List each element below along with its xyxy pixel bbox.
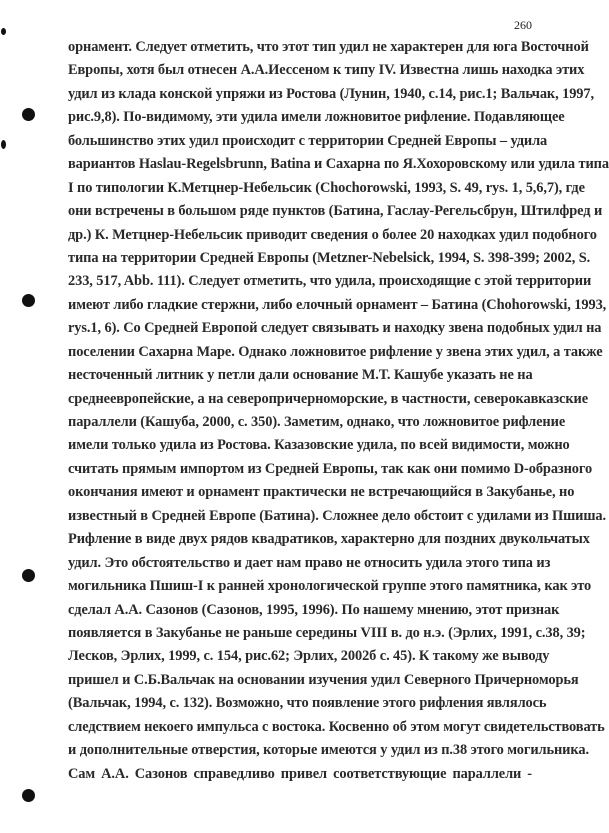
text-line: несточенный литник у петли дали основание М.Т. Кашубе указать не на bbox=[68, 367, 533, 384]
text-line: имеют либо гладкие стержни, либо елочный орнамент – Батина (Chohorowski, 1993, bbox=[68, 296, 607, 313]
text-line: имели только удила из Ростова. Казазовские удила, по всей видимости, можно bbox=[68, 437, 570, 454]
text-line: (Вальчак, 1994, с. 132). Возможно, что появление этого рифления являлось bbox=[68, 695, 547, 712]
text-line: они встречены в большом ряде пунктов (Батина, Гаслау-Регельсбрун, Штилфред и bbox=[68, 203, 603, 220]
text-line: rys.1, 6). Со Средней Европой следует связывать и находку звена подобных удил на bbox=[68, 320, 602, 337]
text-line: 233, 517, Abb. 111). Следует отметить, что удила, происходящие с этой территории bbox=[68, 273, 592, 290]
text-line: следствием некоего импульса с востока. Косвенно об этом могут свидетельствовать bbox=[68, 718, 605, 735]
text-line: Рифление в виде двух рядов квадратиков, характерно для поздних двукольчатых bbox=[68, 531, 590, 548]
text-line: Сам А.А. Сазонов справедливо привел соответствующие параллели - bbox=[68, 765, 532, 782]
text-line: удил из клада конской упряжи из Ростова (Лунин, 1940, с.14, рис.1; Вальчак, 1997, bbox=[68, 85, 594, 102]
text-line: известный в Средней Европе (Батина). Сложнее дело обстоит с удилами из Пшиша. bbox=[68, 507, 606, 524]
text-line: пришел и С.Б.Вальчак на основании изучения удил Северного Причерноморья bbox=[68, 671, 579, 688]
text-line: большинство этих удил происходит с территории Средней Европы – удила bbox=[68, 132, 548, 149]
punch-hole bbox=[22, 108, 35, 121]
text-line: вариантов Haslau-Regelsbrunn, Batina и Сахарна по Я.Хохоровскому или удила типа bbox=[68, 156, 609, 173]
text-line: окончания имеют и орнамент практически не встречающийся в Закубанье, но bbox=[68, 484, 575, 501]
page-number: 260 bbox=[514, 18, 532, 32]
text-line: Европы, хотя был отнесен А.А.Иессеном к типу IV. Известна лишь находка этих bbox=[68, 62, 585, 79]
text-line: типа на территории Средней Европы (Metzner-Nebelsick, 1994, S. 398-399; 2002, S. bbox=[68, 249, 591, 266]
punch-hole bbox=[22, 294, 35, 307]
text-line: поселении Сахарна Маре. Однако ложновитое рифление у звена этих удил, а также bbox=[68, 343, 603, 360]
text-line: среднеевропейские, а на северопричерноморские, в частности, северокавказские bbox=[68, 390, 589, 407]
punch-hole bbox=[22, 569, 35, 582]
text-line: параллели (Кашуба, 2000, с. 350). Заметим, однако, что ложновитое рифление bbox=[68, 414, 566, 430]
punch-hole bbox=[22, 789, 35, 802]
text-line: рис.9,8). По-видимому, эти удила имели ложновитое рифление. Подавляющее bbox=[68, 109, 565, 126]
text-line: могильника Пшиш-I к ранней хронологической группе этого памятника, как это bbox=[68, 578, 592, 595]
text-line: орнамент. Следует отметить, что этот тип удил не характерен для юга Восточной bbox=[68, 39, 589, 55]
punch-hole bbox=[1, 28, 6, 35]
text-line: появляется в Закубанье не раньше середины VIII в. до н.э. (Эрлих, 1991, с.38, 39; bbox=[68, 624, 586, 641]
text-line: сделал А.А. Сазонов (Сазонов, 1995, 1996). По нашему мнению, этот признак bbox=[68, 601, 560, 618]
text-line: удил. Это обстоятельство и дает нам право не относить удила этого типа из bbox=[68, 554, 551, 571]
text-line: Лесков, Эрлих, 1999, с. 154, рис.62; Эрлих, 2002б с. 45). К такому же выводу bbox=[68, 648, 550, 665]
text-line: др.) К. Метцнер-Небельсик приводит сведения о более 20 находках удил подобного bbox=[68, 226, 597, 243]
text-line: считать прямым импортом из Средней Европы, так как они помимо D-образного bbox=[68, 460, 593, 477]
punch-hole bbox=[1, 140, 6, 149]
text-line: I по типологии К.Метцнер-Небельсик (Chochorowski, 1993, S. 49, rys. 1, 5,6,7), где bbox=[68, 179, 585, 196]
text-line: и дополнительные отверстия, которые имеются у удил из п.38 этого могильника. bbox=[68, 742, 589, 759]
body-text bbox=[68, 36, 609, 786]
